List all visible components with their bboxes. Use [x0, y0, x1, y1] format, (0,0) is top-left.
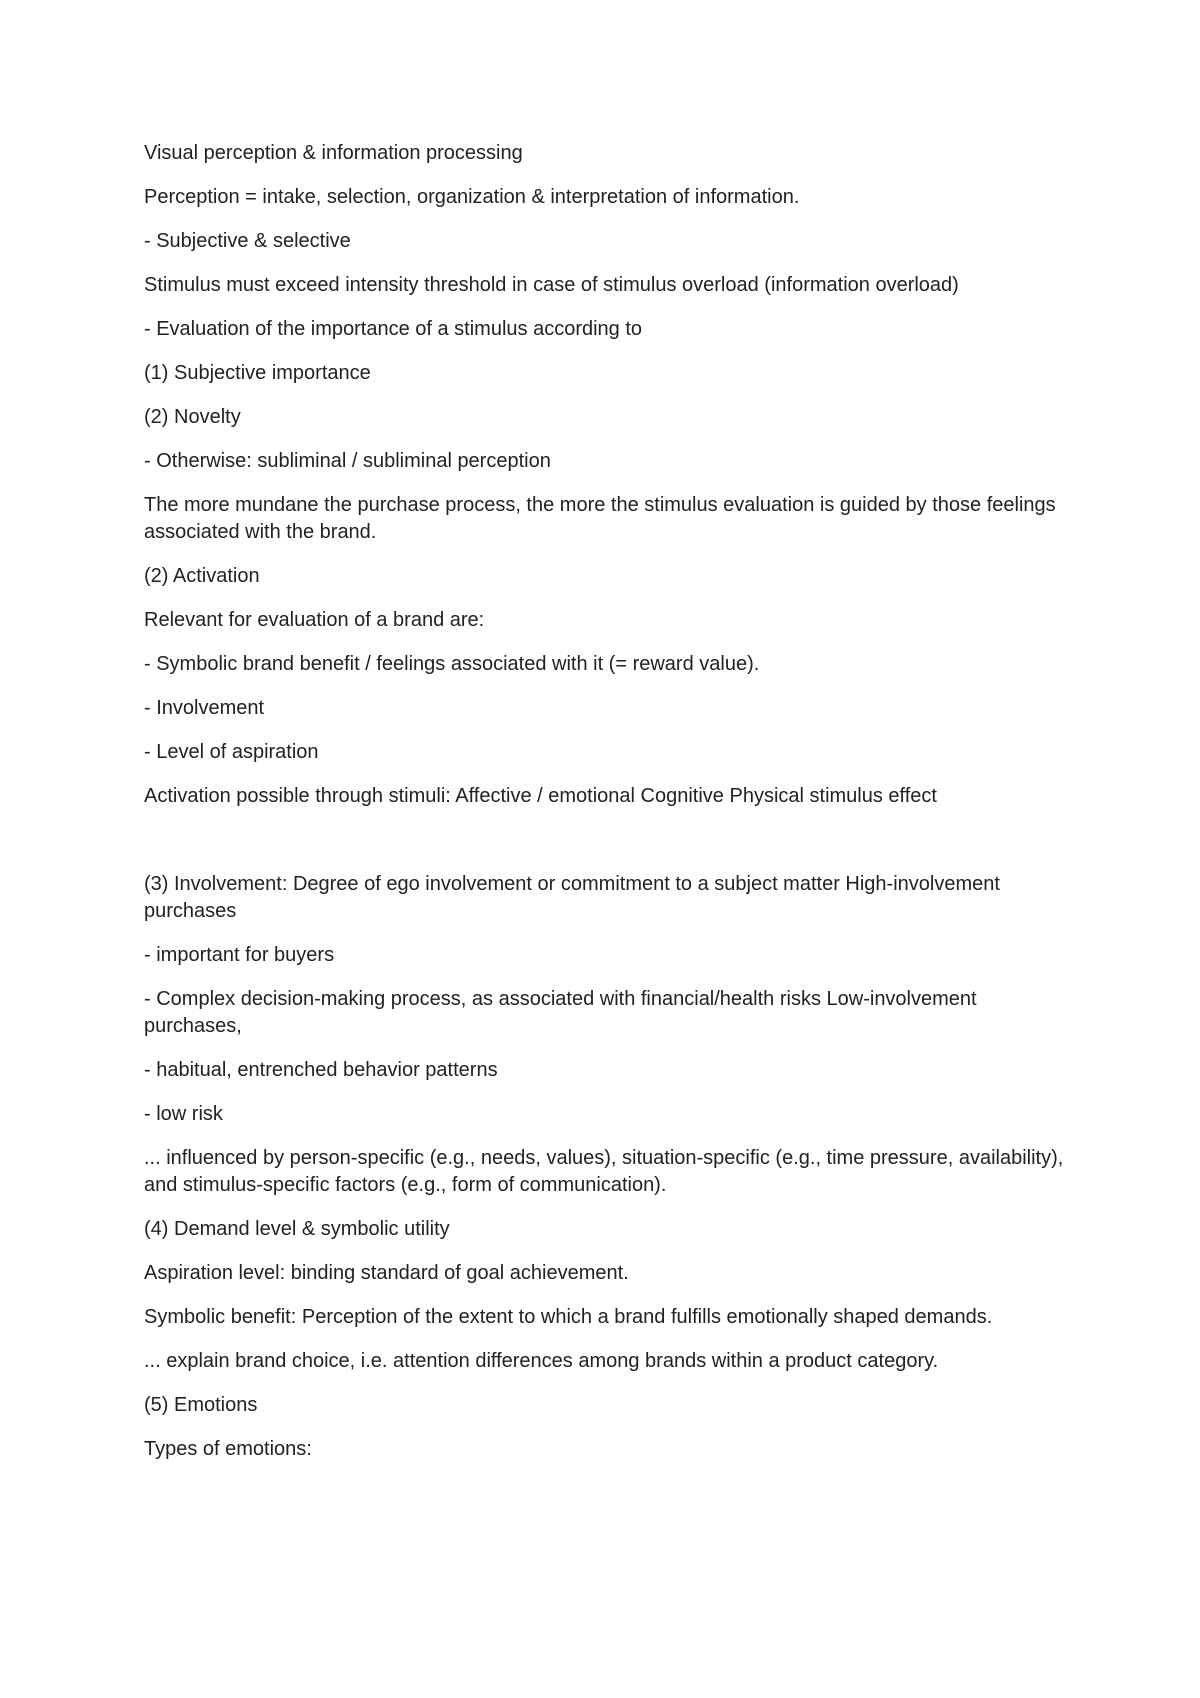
document-body [144, 140, 1064, 1480]
paragraph: Symbolic benefit: Perception of the extent to which a brand fulfills emotionally shaped demands. [144, 1306, 993, 1328]
paragraph: ... explain brand choice, i.e. attention differences among brands within a product category. [144, 1350, 939, 1372]
section-heading: (3) Involvement: Degree of ego involvement or commitment to a subject matter High-involvement purchases [144, 873, 1000, 922]
list-item: - Symbolic brand benefit / feelings associated with it (= reward value). [144, 653, 760, 675]
section-heading: (2) Activation [144, 565, 260, 587]
blank-space [144, 827, 1064, 871]
list-item: - Involvement [144, 697, 265, 719]
list-item: - Subjective & selective [144, 230, 351, 252]
list-item: - Complex decision-making process, as associated with financial/health risks Low-involvement purchases, [144, 988, 977, 1037]
paragraph: Relevant for evaluation of a brand are: [144, 609, 485, 631]
section-heading: (4) Demand level & symbolic utility [144, 1218, 450, 1240]
list-item: - low risk [144, 1103, 223, 1125]
list-item: - Evaluation of the importance of a stimulus according to [144, 318, 643, 340]
paragraph: Stimulus must exceed intensity threshold in case of stimulus overload (information overload) [144, 274, 959, 296]
list-item: (2) Novelty [144, 406, 241, 428]
list-item: - important for buyers [144, 944, 335, 966]
document-title: Visual perception & information processing [144, 142, 523, 164]
paragraph: Types of emotions: [144, 1438, 312, 1460]
list-item: - Level of aspiration [144, 741, 319, 763]
paragraph: ... influenced by person-specific (e.g., needs, values), situation-specific (e.g., time pressure, availability), and stimulus-specific factors (e.g., form of communication). [144, 1147, 1064, 1196]
paragraph: Aspiration level: binding standard of goal achievement. [144, 1262, 629, 1284]
list-item: - Otherwise: subliminal / subliminal perception [144, 450, 551, 472]
paragraph: Perception = intake, selection, organization & interpretation of information. [144, 186, 800, 208]
section-heading: (5) Emotions [144, 1394, 258, 1416]
list-item: - habitual, entrenched behavior patterns [144, 1059, 498, 1081]
paragraph: Activation possible through stimuli: Affective / emotional Cognitive Physical stimulus effect [144, 785, 937, 807]
list-item: (1) Subjective importance [144, 362, 371, 384]
paragraph: The more mundane the purchase process, the more the stimulus evaluation is guided by those feelings associated with the brand. [144, 494, 1056, 543]
